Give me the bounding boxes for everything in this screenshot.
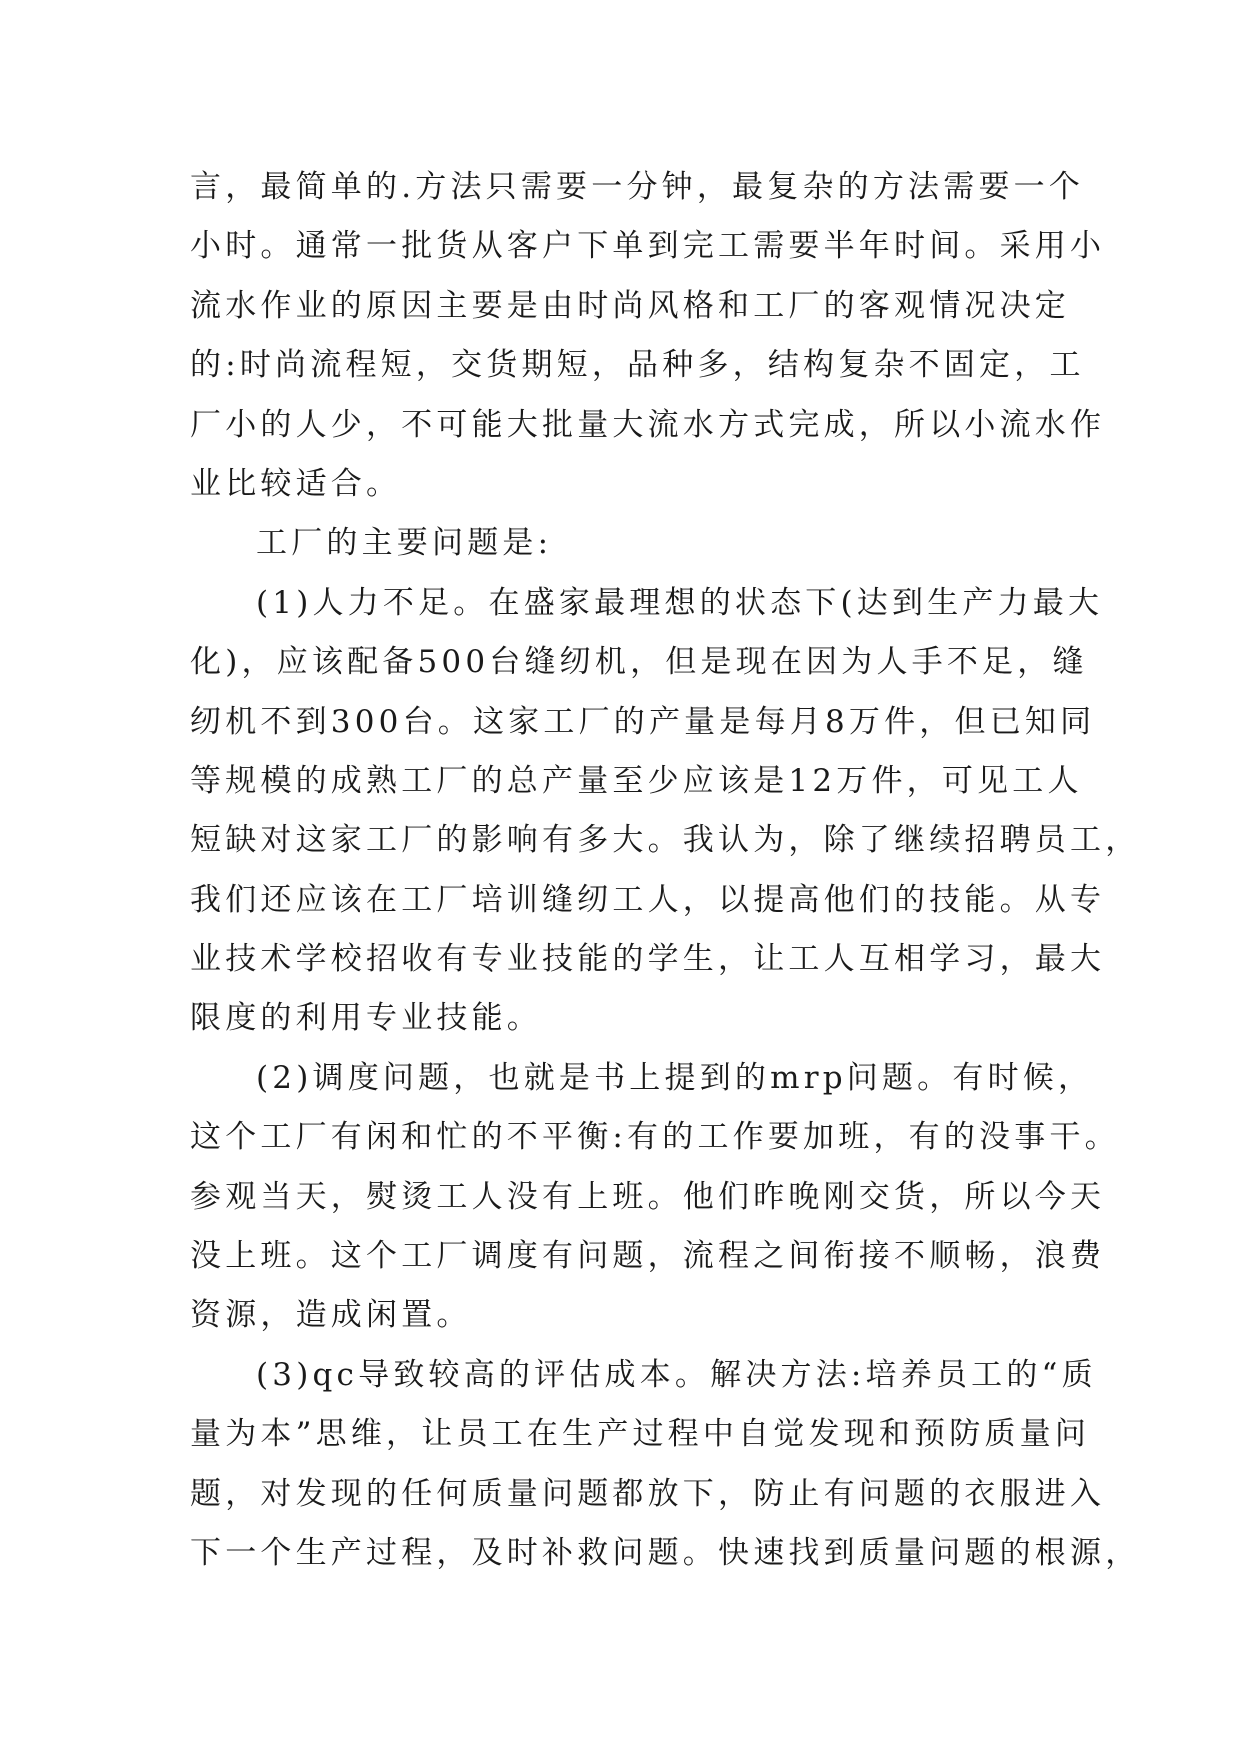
paragraph-start: (2)调度问题，也就是书上提到的mrp问题。有时候， [256,1059,1094,1096]
text-line: 没上班。这个工厂调度有问题，流程之间衔接不顺畅，浪费 [190,1238,1106,1275]
paragraph-start: (3)qc导致较高的评估成本。解决方法:培养员工的“质 [256,1356,1097,1393]
text-line: 我们还应该在工厂培训缝纫工人，以提高他们的技能。从专 [190,881,1106,918]
text-line: 业技术学校招收有专业技能的学生，让工人互相学习，最大 [190,941,1106,978]
text-line: 业比较适合。 [190,465,402,502]
section-heading: 工厂的主要问题是: [256,525,553,562]
text-line: 下一个生产过程，及时补救问题。快速找到质量问题的根源， [190,1534,1141,1571]
document-body [190,158,1141,1583]
text-line: 限度的利用专业技能。 [190,1000,542,1037]
text-line: 厂小的人少，不可能大批量大流水方式完成，所以小流水作 [190,406,1106,443]
text-line: 短缺对这家工厂的影响有多大。我认为，除了继续招聘员工， [190,822,1141,859]
text-line: 参观当天，熨烫工人没有上班。他们昨晚刚交货，所以今天 [190,1178,1106,1215]
text-line: 流水作业的原因主要是由时尚风格和工厂的客观情况决定 [190,287,1070,324]
text-line: 化)，应该配备500台缝纫机，但是现在因为人手不足，缝 [190,644,1088,681]
text-line: 小时。通常一批货从客户下单到完工需要半年时间。采用小 [190,228,1106,265]
text-line: 纫机不到300台。这家工厂的产量是每月8万件，但已知同 [190,703,1096,740]
text-line: 题，对发现的任何质量问题都放下，防止有问题的衣服进入 [190,1475,1106,1512]
text-line: 量为本”思维，让员工在生产过程中自觉发现和预防质量问 [190,1416,1091,1453]
text-line: 资源，造成闲置。 [190,1297,472,1334]
text-line: 的:时尚流程短，交货期短，品种多，结构复杂不固定，工 [190,347,1085,384]
paragraph-start: (1)人力不足。在盛家最理想的状态下(达到生产力最大 [256,584,1104,621]
text-line: 言，最简单的.方法只需要一分钟，最复杂的方法需要一个 [190,169,1085,205]
text-line: 这个工厂有闲和忙的不平衡:有的工作要加班，有的没事干。 [190,1119,1120,1156]
text-line: 等规模的成熟工厂的总产量至少应该是12万件，可见工人 [190,762,1083,799]
